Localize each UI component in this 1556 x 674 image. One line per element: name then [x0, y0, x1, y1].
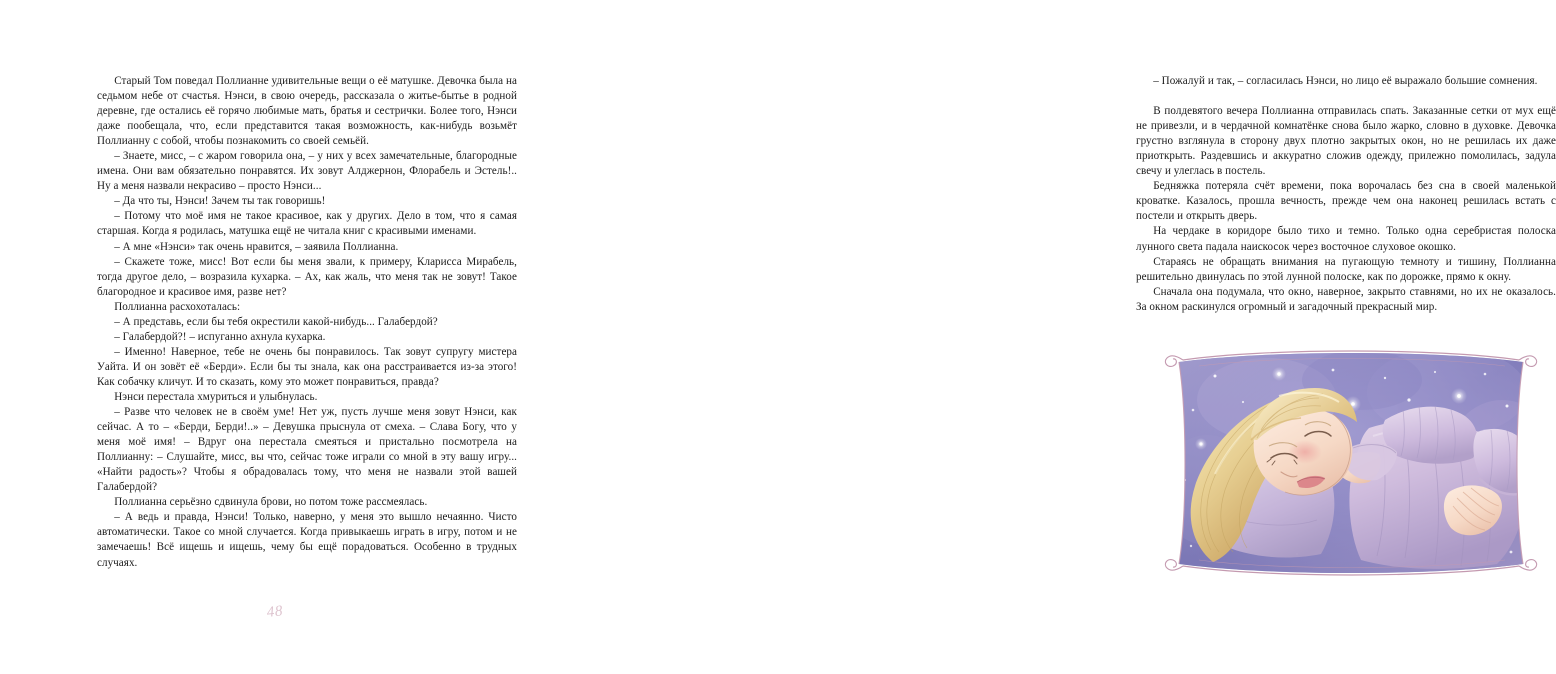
paragraph: В полдевятого вечера Поллианна отправилась спать. Заказанные сетки от мух ещё не привезли, и в чердачной комнатёнке снова было жарко, словно в духовке. Девочка грустно взглянула в сторону двух плотно закрытых окон, но не решилась их даже приоткрыть. Раздевшись и аккуратно сложив одежду, прилежно помолилась, задула свечу и улеглась в постель.	[1136, 105, 1556, 178]
paragraph: – Галабердой?! – испуганно ахнула кухарка.	[114, 330, 326, 343]
paragraph: – А мне «Нэнси» так очень нравится, – заявила Поллианна.	[114, 240, 399, 253]
paragraph: – А ведь и правда, Нэнси! Только, наверно, у меня это вышло нечаянно. Чисто автоматически. Такое со мной случается. Когда привыкаешь играть в игру, потом и не замечаешь! Всё ищешь и ищешь, чему бы ещё порадоваться. Особенно в трудных случаях.	[97, 511, 517, 569]
paragraph: – Пожалуй и так, – согласилась Нэнси, но лицо её выражало большие сомнения.	[1153, 75, 1538, 87]
paragraph: – Знаете, мисс, – с жаром говорила она, – у них у всех замечательные, благородные имена. Они вам обязательно понравятся. Их зовут Алджернон, Флорабель и Эстель!.. Ну а меня назвали некрасиво – просто Нэнси...	[97, 150, 517, 193]
left-page	[0, 0, 550, 674]
paragraph: Сначала она подумала, что окно, наверное, закрыто ставнями, но их не оказалось. За окном раскинулся огромный и загадочный прекрасный мир.	[1136, 285, 1556, 313]
paragraph: Поллианна расхохоталась:	[114, 300, 241, 313]
sleeve-upper	[1383, 407, 1478, 464]
paragraph: – Потому что моё имя не такое красивое, как у других. Дело в том, что я самая старшая. Когда я родилась, матушка ещё не читала книг с красивыми именами.	[97, 210, 517, 238]
paragraph: Нэнси перестала хмуриться и улыбнулась.	[114, 390, 318, 403]
paragraph: Бедняжка потеряла счёт времени, пока ворочалась без сна в своей маленькой кроватке. Казалось, прошла вечность, прежде чем она наконец решилась встать с постели и открыть дверь.	[1136, 180, 1556, 223]
page-number: 48	[266, 603, 284, 621]
blush	[1288, 440, 1322, 464]
paragraph: Старый Том поведал Поллианне удивительные вещи о её матушке. Девочка была на седьмом небе от счастья. Нэнси, в свою очередь, рассказала о житье-бытье в родной деревне, где остались её горячо любимые мать, братья и сестрички. Более того, Нэнси даже пообещала, что, если представится такая возможность, как-нибудь возьмёт Поллианну с собой, чтобы познакомить со своей семьёй.	[97, 75, 517, 148]
sleeping-girl-illustration-svg	[1147, 340, 1552, 586]
illustration-frame	[1147, 340, 1552, 586]
paragraph: – Скажете тоже, мисс! Вот если бы меня звали, к примеру, Кларисса Мирабель, тогда другое дело, – возразила кухарка. – Ах, как жаль, что меня так не зовут! Такое благородное и красивое имя, разве нет?	[97, 255, 517, 298]
paragraph: – Да что ты, Нэнси! Зачем ты так говоришь!	[114, 195, 326, 208]
right-page	[550, 0, 1556, 674]
paragraph: На чердаке в коридоре было тихо и темно. Только одна серебристая полоска лунного света падала наискосок через восточное слуховое окошко.	[1136, 225, 1556, 253]
paragraph: – Именно! Наверное, тебе не очень бы понравилось. Так зовут супругу мистера Уайта. И он зовёт её «Берди». Если бы ты знала, как она расстраивается из-за этого! Как собачку кличут. И то сказать, кому это может понравиться, правда?	[97, 345, 517, 388]
right-page-textblock	[1136, 74, 1556, 315]
paragraph: – А представь, если бы тебя окрестили какой-нибудь... Галабердой?	[114, 315, 438, 328]
left-page-textblock	[97, 74, 517, 571]
illustration-panel	[1147, 340, 1556, 586]
illustration	[1147, 340, 1552, 586]
paragraph: – Разве что человек не в своём уме! Нет уж, пусть лучше меня зовут Нэнси, как сейчас. А то – «Берди, Берди!..» – Девушка прыснула от смеха. – Слава Богу, что у меня моё имя! – Вдруг она перестала смеяться и пристально посмотрела на Поллианну: – Слушайте, мисс, вы что, сейчас тоже играли со мной в эту вашу игру... «Найти радость»? Чтобы я обрадовалась тому, что меня не назвали этой вашей Галабердой?	[97, 406, 517, 494]
paragraph: Стараясь не обращать внимания на пугающую темноту и тишину, Поллианна решительно двинулась по этой лунной полоске, как по дорожке, прямо к окну.	[1136, 255, 1556, 283]
paragraph: Поллианна серьёзно сдвинула брови, но потом тоже рассмеялась.	[114, 496, 428, 509]
